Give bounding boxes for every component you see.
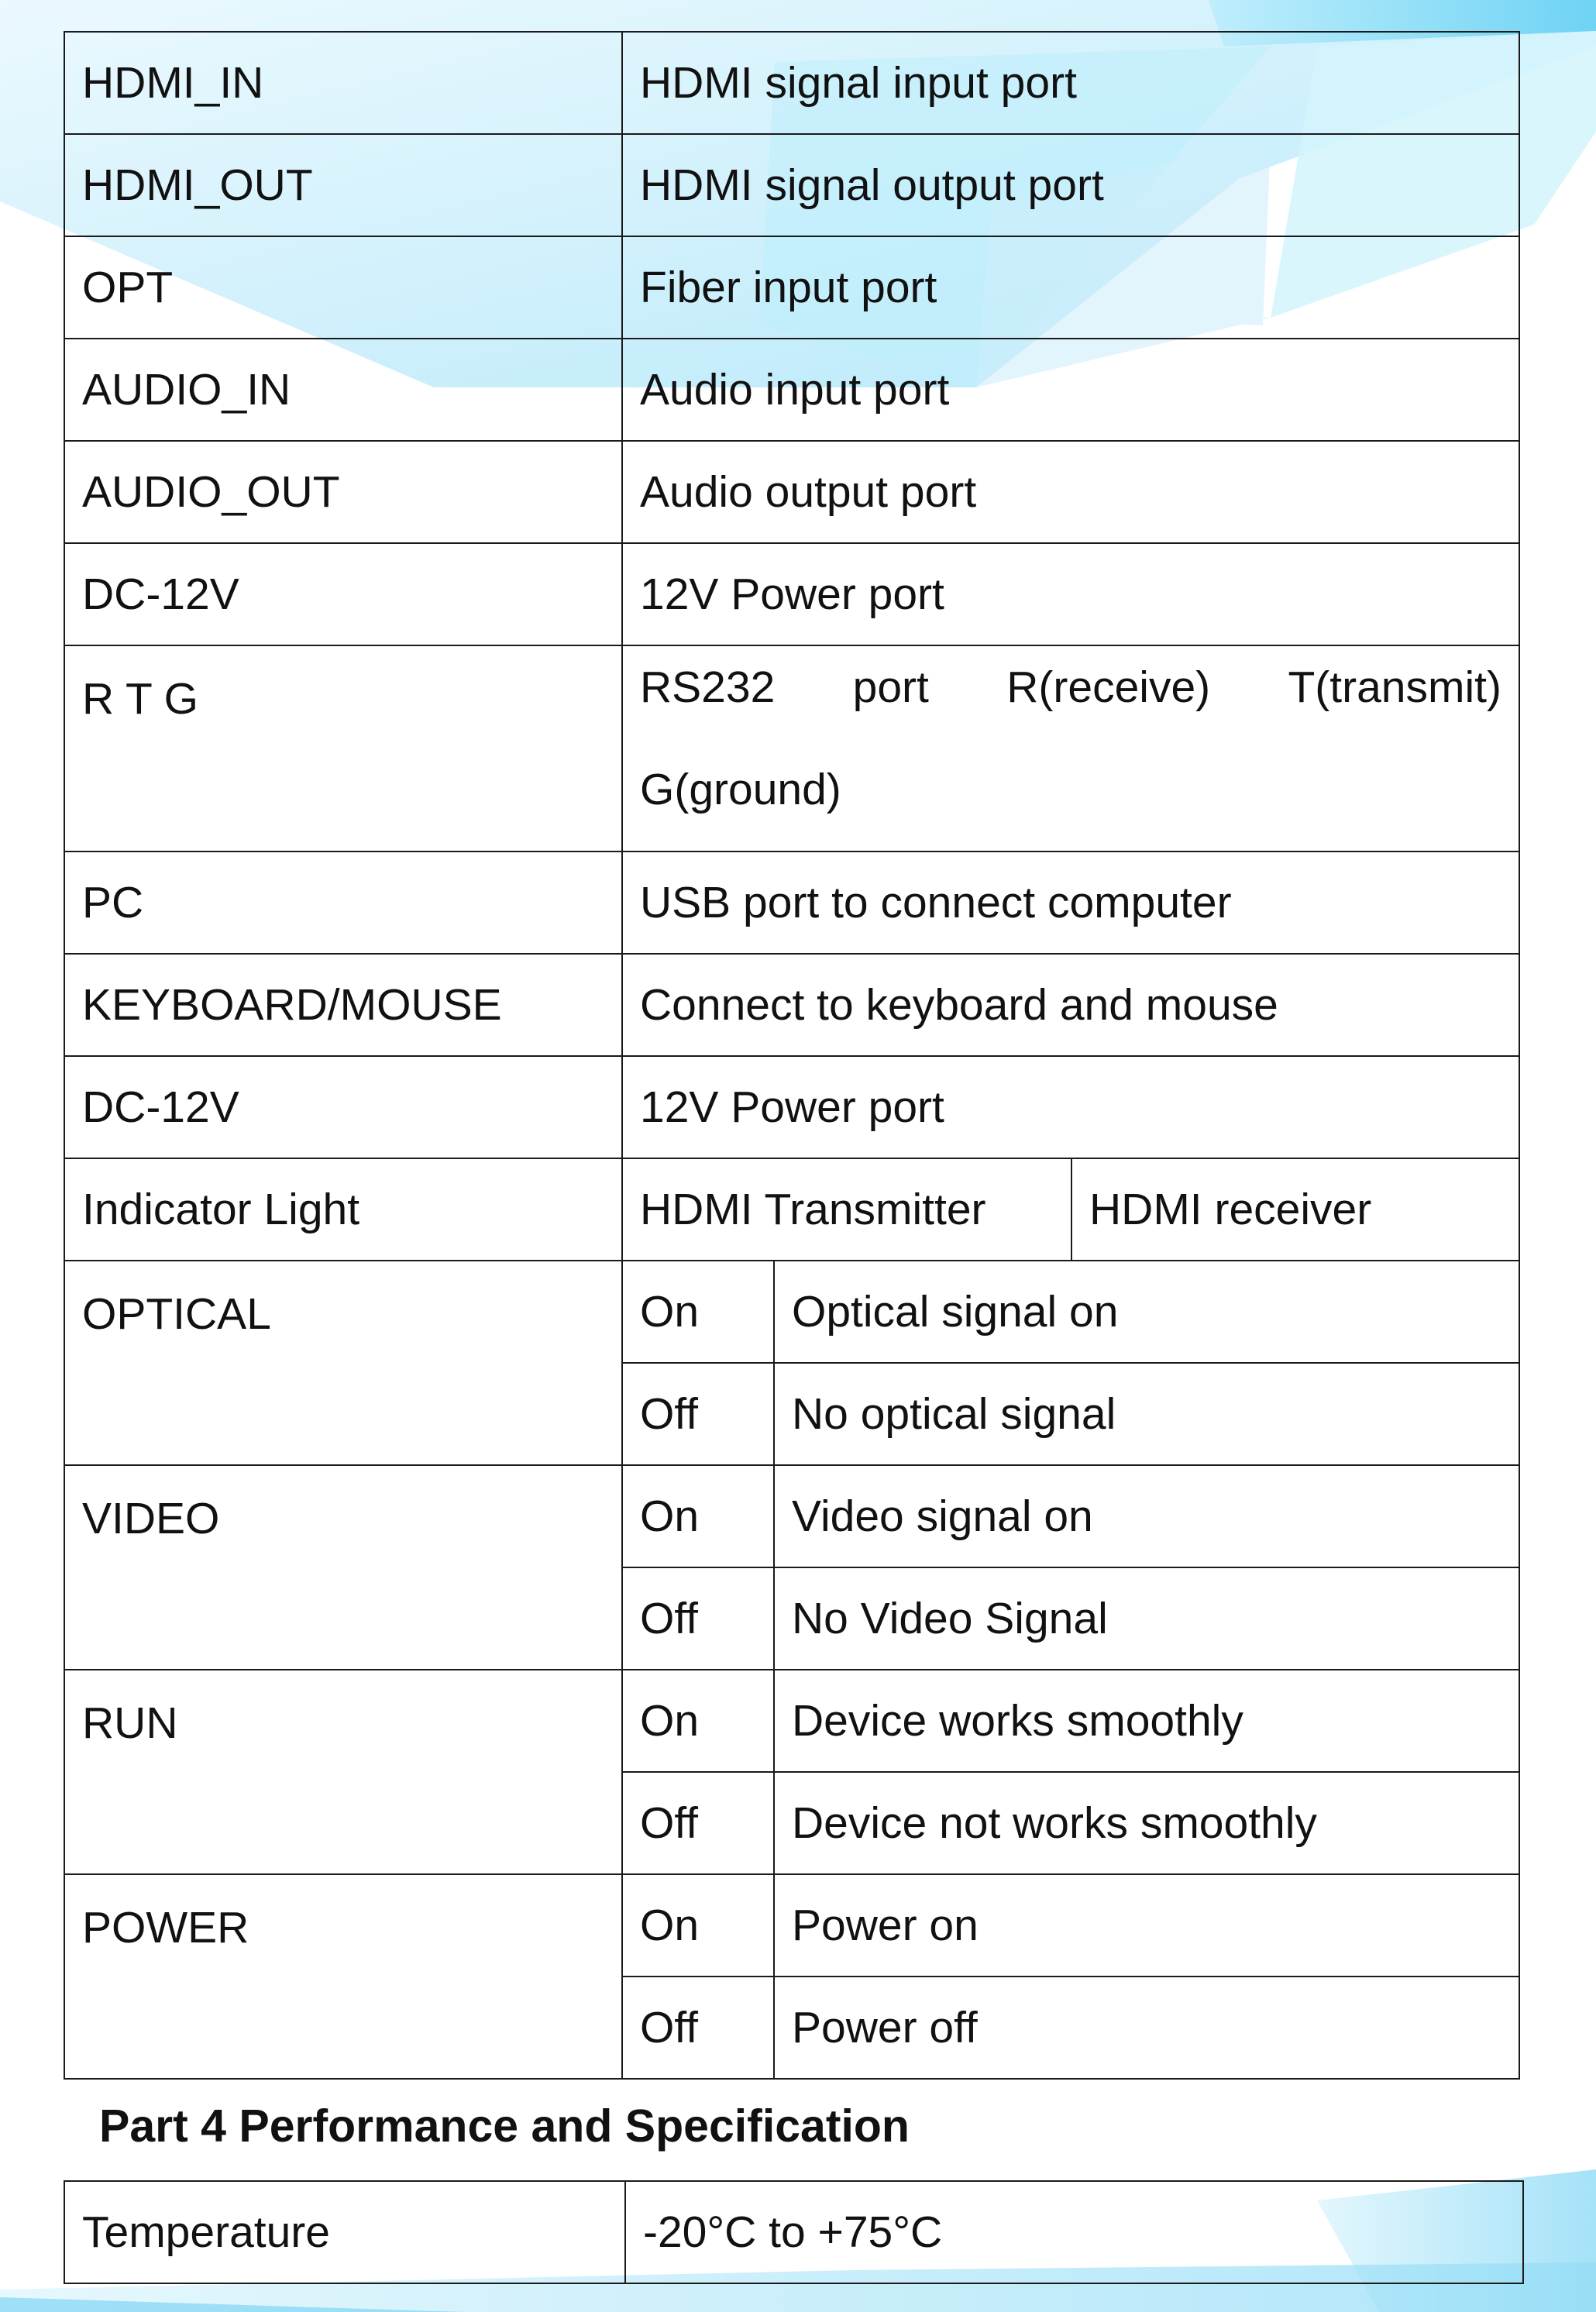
table-row <box>64 1261 1519 1363</box>
indicator-state: On <box>622 1261 774 1363</box>
indicator-name: VIDEO <box>64 1465 622 1670</box>
port-description: HDMI signal input port <box>622 32 1519 134</box>
port-description: Fiber input port <box>622 236 1519 339</box>
indicator-meaning: Optical signal on <box>774 1261 1519 1363</box>
spec-table <box>64 2180 1524 2284</box>
port-description: Connect to keyboard and mouse <box>622 954 1519 1056</box>
rs232-word: RS232 <box>640 662 776 712</box>
receive-word: R(receive) <box>1006 662 1211 712</box>
indicator-state: On <box>622 1874 774 1977</box>
indicator-name: OPTICAL <box>64 1261 622 1465</box>
indicator-state: Off <box>622 1363 774 1465</box>
spec-label: Temperature <box>64 2181 625 2283</box>
indicator-state: Off <box>622 1567 774 1670</box>
port-description: Audio output port <box>622 441 1519 543</box>
indicator-label: Indicator Light <box>64 1158 622 1261</box>
indicator-meaning: Power on <box>774 1874 1519 1977</box>
table-row <box>64 236 1519 339</box>
table-row <box>64 1056 1519 1158</box>
indicator-state: Off <box>622 1977 774 2079</box>
table-row <box>64 1670 1519 1772</box>
table-row <box>64 1465 1519 1567</box>
port-name: DC-12V <box>64 543 622 645</box>
table-row <box>64 543 1519 645</box>
table-row <box>64 852 1519 954</box>
indicator-state: Off <box>622 1772 774 1874</box>
indicator-name: RUN <box>64 1670 622 1874</box>
port-description: USB port to connect computer <box>622 852 1519 954</box>
table-row <box>64 954 1519 1056</box>
port-name: R T G <box>64 645 622 852</box>
indicator-meaning: Device works smoothly <box>774 1670 1519 1772</box>
port-name: PC <box>64 852 622 954</box>
port-name: OPT <box>64 236 622 339</box>
ground-word: G(ground) <box>640 765 841 814</box>
port-word: port <box>852 662 929 712</box>
table-row <box>64 645 1519 852</box>
port-description: 12V Power port <box>622 543 1519 645</box>
transmit-word: T(transmit) <box>1288 662 1501 712</box>
indicator-state: On <box>622 1670 774 1772</box>
table-row <box>64 1874 1519 1977</box>
table-row <box>64 134 1519 236</box>
indicator-meaning: Video signal on <box>774 1465 1519 1567</box>
indicator-meaning: No Video Signal <box>774 1567 1519 1670</box>
port-name: HDMI_OUT <box>64 134 622 236</box>
port-description: HDMI signal output port <box>622 134 1519 236</box>
section-heading: Part 4 Performance and Specification <box>99 2100 910 2152</box>
indicator-state: On <box>622 1465 774 1567</box>
spec-value: -20°C to +75°C <box>625 2181 1523 2283</box>
port-name: AUDIO_OUT <box>64 441 622 543</box>
receiver-header: HDMI receiver <box>1071 1158 1519 1261</box>
indicator-meaning: Power off <box>774 1977 1519 2079</box>
table-row <box>64 339 1519 441</box>
port-description: 12V Power port <box>622 1056 1519 1158</box>
table-row <box>64 441 1519 543</box>
port-name: AUDIO_IN <box>64 339 622 441</box>
indicator-name: POWER <box>64 1874 622 2079</box>
table-row <box>64 2181 1523 2283</box>
transmitter-header: HDMI Transmitter <box>622 1158 1071 1261</box>
port-description <box>622 645 1519 852</box>
table-row <box>64 32 1519 134</box>
port-description: Audio input port <box>622 339 1519 441</box>
indicator-header-row <box>64 1158 1519 1261</box>
port-name: DC-12V <box>64 1056 622 1158</box>
port-name: KEYBOARD/MOUSE <box>64 954 622 1056</box>
indicator-meaning: No optical signal <box>774 1363 1519 1465</box>
interface-table <box>64 31 1520 2080</box>
port-name: HDMI_IN <box>64 32 622 134</box>
indicator-meaning: Device not works smoothly <box>774 1772 1519 1874</box>
